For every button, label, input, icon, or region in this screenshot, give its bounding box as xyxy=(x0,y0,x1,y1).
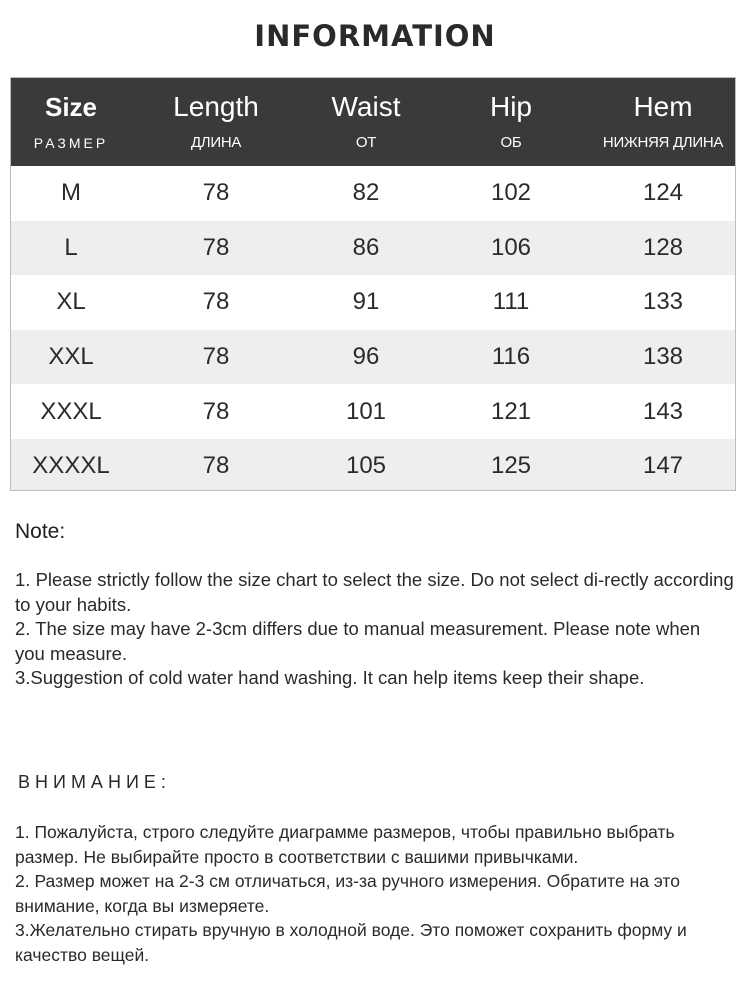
cell-size: XXXXL xyxy=(32,452,110,480)
notice-item-ru: 2. Размер может на 2-3 см отличаться, из-за ручного измерения. Обратите на это внимание, когда вы измеряете. xyxy=(15,871,680,916)
cell-hip: 125 xyxy=(490,452,532,480)
header-hem xyxy=(591,78,735,166)
header-hem-label-ru: НИЖНЯЯ ДЛИНА xyxy=(602,134,724,151)
table-row xyxy=(11,166,735,221)
cell-size: XXL xyxy=(48,343,94,371)
table-row xyxy=(11,275,735,330)
cell-hem: 124 xyxy=(642,179,684,207)
cell-waist: 91 xyxy=(352,288,380,316)
cell-hip: 111 xyxy=(492,288,530,316)
header-hem-label: Hem xyxy=(633,91,693,122)
header-waist-label: Waist xyxy=(331,91,401,122)
notice-list-ru xyxy=(15,820,740,967)
cell-length: 78 xyxy=(202,397,230,425)
header-waist xyxy=(301,78,431,166)
cell-length: 78 xyxy=(202,179,230,207)
note-item: 3.Suggestion of cold water hand washing. It can help items keep their shape. xyxy=(15,667,645,688)
cell-waist: 105 xyxy=(345,452,387,480)
cell-waist: 86 xyxy=(352,233,380,261)
header-hip xyxy=(431,78,591,166)
cell-size: XXXL xyxy=(40,397,102,425)
size-chart-table xyxy=(10,77,736,491)
cell-hem: 133 xyxy=(642,288,684,316)
table-row xyxy=(11,221,735,276)
header-length-label: Length xyxy=(173,91,259,122)
header-waist-label-ru: ОТ xyxy=(355,134,377,151)
header-length xyxy=(131,78,301,166)
cell-hip: 116 xyxy=(491,343,531,371)
header-length-label-ru: ДЛИНА xyxy=(190,134,242,151)
note-heading: Note: xyxy=(15,520,66,543)
header-hip-label: Hip xyxy=(489,91,532,122)
note-list xyxy=(15,568,735,691)
cell-waist: 101 xyxy=(345,397,387,425)
note-item: 2. The size may have 2-3cm differs due to manual measurement. Please note when you measure. xyxy=(15,618,701,664)
notice-item-ru: 1. Пожалуйста, строго следуйте диаграмме размеров, чтобы правильно выбрать размер. Не выбирайте просто в соответствии с вашими привычками. xyxy=(15,822,675,867)
page-title: INFORMATION xyxy=(254,19,496,53)
table-row xyxy=(11,384,735,439)
cell-length: 78 xyxy=(202,452,230,480)
header-size xyxy=(11,78,131,166)
cell-hem: 128 xyxy=(642,233,684,261)
cell-hip: 106 xyxy=(490,233,532,261)
header-size-label: Size xyxy=(44,92,98,122)
cell-hip: 121 xyxy=(490,397,532,425)
note-item: 1. Please strictly follow the size chart to select the size. Do not select di-rectly according to your habits. xyxy=(15,569,734,615)
header-hip-label-ru: ОБ xyxy=(500,134,522,151)
cell-size: L xyxy=(64,233,78,261)
cell-size: XL xyxy=(56,288,86,316)
cell-hem: 138 xyxy=(642,343,684,371)
cell-hem: 143 xyxy=(642,397,684,425)
cell-hip: 102 xyxy=(490,179,532,207)
cell-length: 78 xyxy=(202,343,230,371)
cell-hem: 147 xyxy=(642,452,684,480)
cell-waist: 96 xyxy=(352,343,380,371)
cell-waist: 82 xyxy=(352,179,380,207)
cell-size: M xyxy=(61,179,81,207)
notice-heading-ru: ВНИМАНИЕ: xyxy=(18,772,171,792)
table-row xyxy=(11,439,735,491)
table-header xyxy=(11,78,735,166)
cell-length: 78 xyxy=(202,233,230,261)
table-row xyxy=(11,330,735,385)
notice-item-ru: 3.Желательно стирать вручную в холодной воде. Это поможет сохранить форму и качество вещей. xyxy=(15,920,687,965)
header-size-label-ru: РАЗМЕР xyxy=(33,135,109,151)
cell-length: 78 xyxy=(202,288,230,316)
